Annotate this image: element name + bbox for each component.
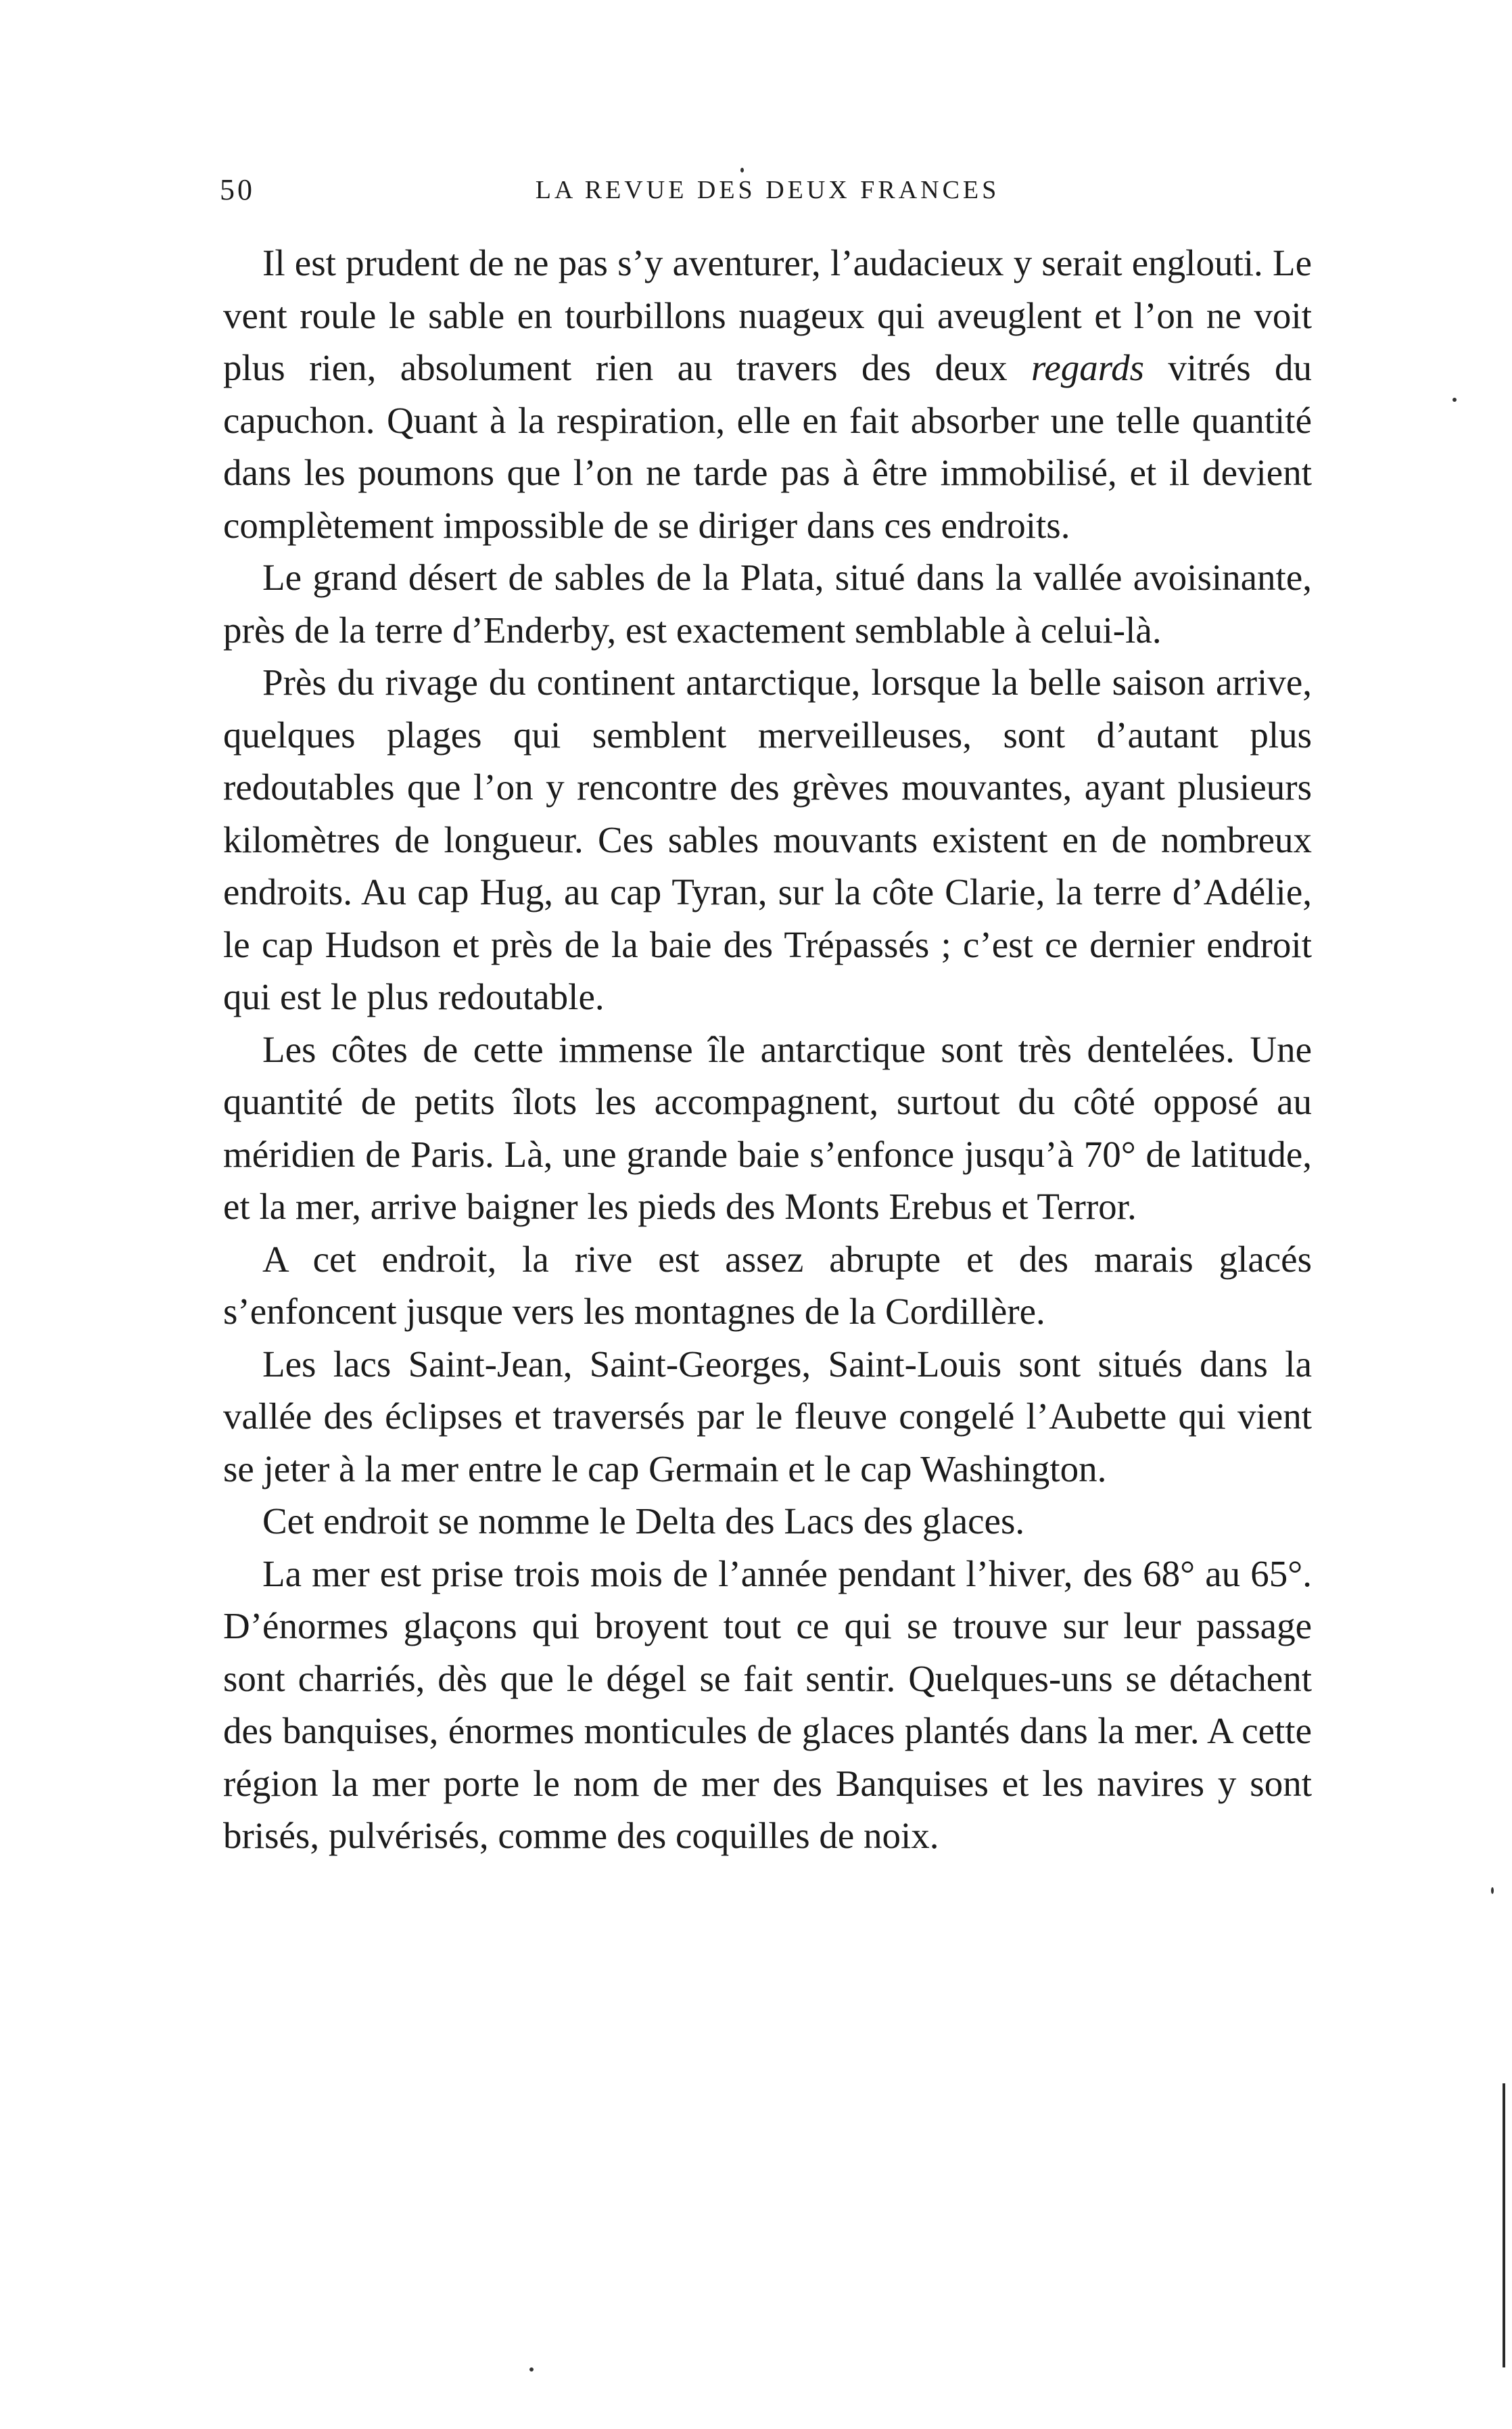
page-header — [220, 172, 1315, 220]
paragraph: Près du rivage du continent antarctique, lorsque la belle saison arrive, quelques plages qui semblent merveilleuses, sont d’autant plus redoutables que l’on y rencontre des grèves mouvantes, ayant plusieurs kilomètres de longueur. Ces sables mouvants existent en de nombreux endroits. Au cap Hug, au cap Tyran, sur la côte Clarie, la terre d’Adélie, le cap Hudson et près de la baie des Trépassés ; c’est ce dernier endroit qui est le plus redoutable. — [223, 662, 1312, 1017]
paragraph: Les côtes de cette immense île antarctique sont très dentelées. Une quantité de petits îlots les accompagnent, surtout du côté opposé au méridien de Paris. Là, une grande baie s’enfonce jusqu’à 70° de latitude, et la mer, arrive baigner les pieds des Monts Erebus et Terror. — [223, 1028, 1312, 1227]
running-head: LA REVUE DES DEUX FRANCES — [535, 176, 1000, 204]
paragraph: Les lacs Saint-Jean, Saint-Georges, Saint-Louis sont situés dans la vallée des éclipses et traversés par le fleuve congelé l’Aubette qui vient se jeter à la mer entre le cap Germain et le cap Washington. — [223, 1343, 1312, 1489]
paragraph: Il est prudent de ne pas s’y aventurer, l’audacieux y serait englouti. Le vent roule le sable en tourbillons nuageux qui aveuglent et l’on ne voit plus rien, absolument rien au travers des deux regards vitrés du capuchon. Quant à la respiration, elle en fait absorber une telle quantité dans les poumons que l’on ne tarde pas à être immobilisé, et il devient complètement impossible de se diriger dans ces endroits. — [223, 242, 1312, 546]
paragraph: A cet endroit, la rive est assez abrupte et des marais glacés s’enfoncent jusque vers les montagnes de la Cordillère. — [223, 1238, 1312, 1332]
page-number: 50 — [220, 173, 255, 206]
paragraph: Cet endroit se nomme le Delta des Lacs des glaces. — [262, 1500, 1025, 1542]
italic-word: regards — [1031, 347, 1145, 388]
paragraph: Le grand désert de sables de la Plata, situé dans la vallée avoisinante, près de la terre d’Enderby, est exactement semblable à celui-là. — [223, 557, 1312, 651]
paragraph: La mer est prise trois mois de l’année pendant l’hiver, des 68° au 65°. D’énormes glaçons qui broyent tout ce qui se trouve sur leur passage sont charriés, dès que le dégel se fait sentir. Quelques-uns se détachent des banquises, énormes monticules de glaces plantés dans la mer. A cette région la mer porte le nom de mer des Banquises et les navires y sont brisés, pulvérisés, comme des coquilles de noix. — [223, 1552, 1312, 1856]
scan-edge-line — [1503, 2083, 1505, 2367]
body-text — [223, 237, 1312, 1862]
scan-speck — [529, 2367, 534, 2372]
scan-speck — [1452, 398, 1457, 402]
scan-speck — [1491, 1887, 1494, 1894]
scan-speck — [740, 168, 744, 172]
